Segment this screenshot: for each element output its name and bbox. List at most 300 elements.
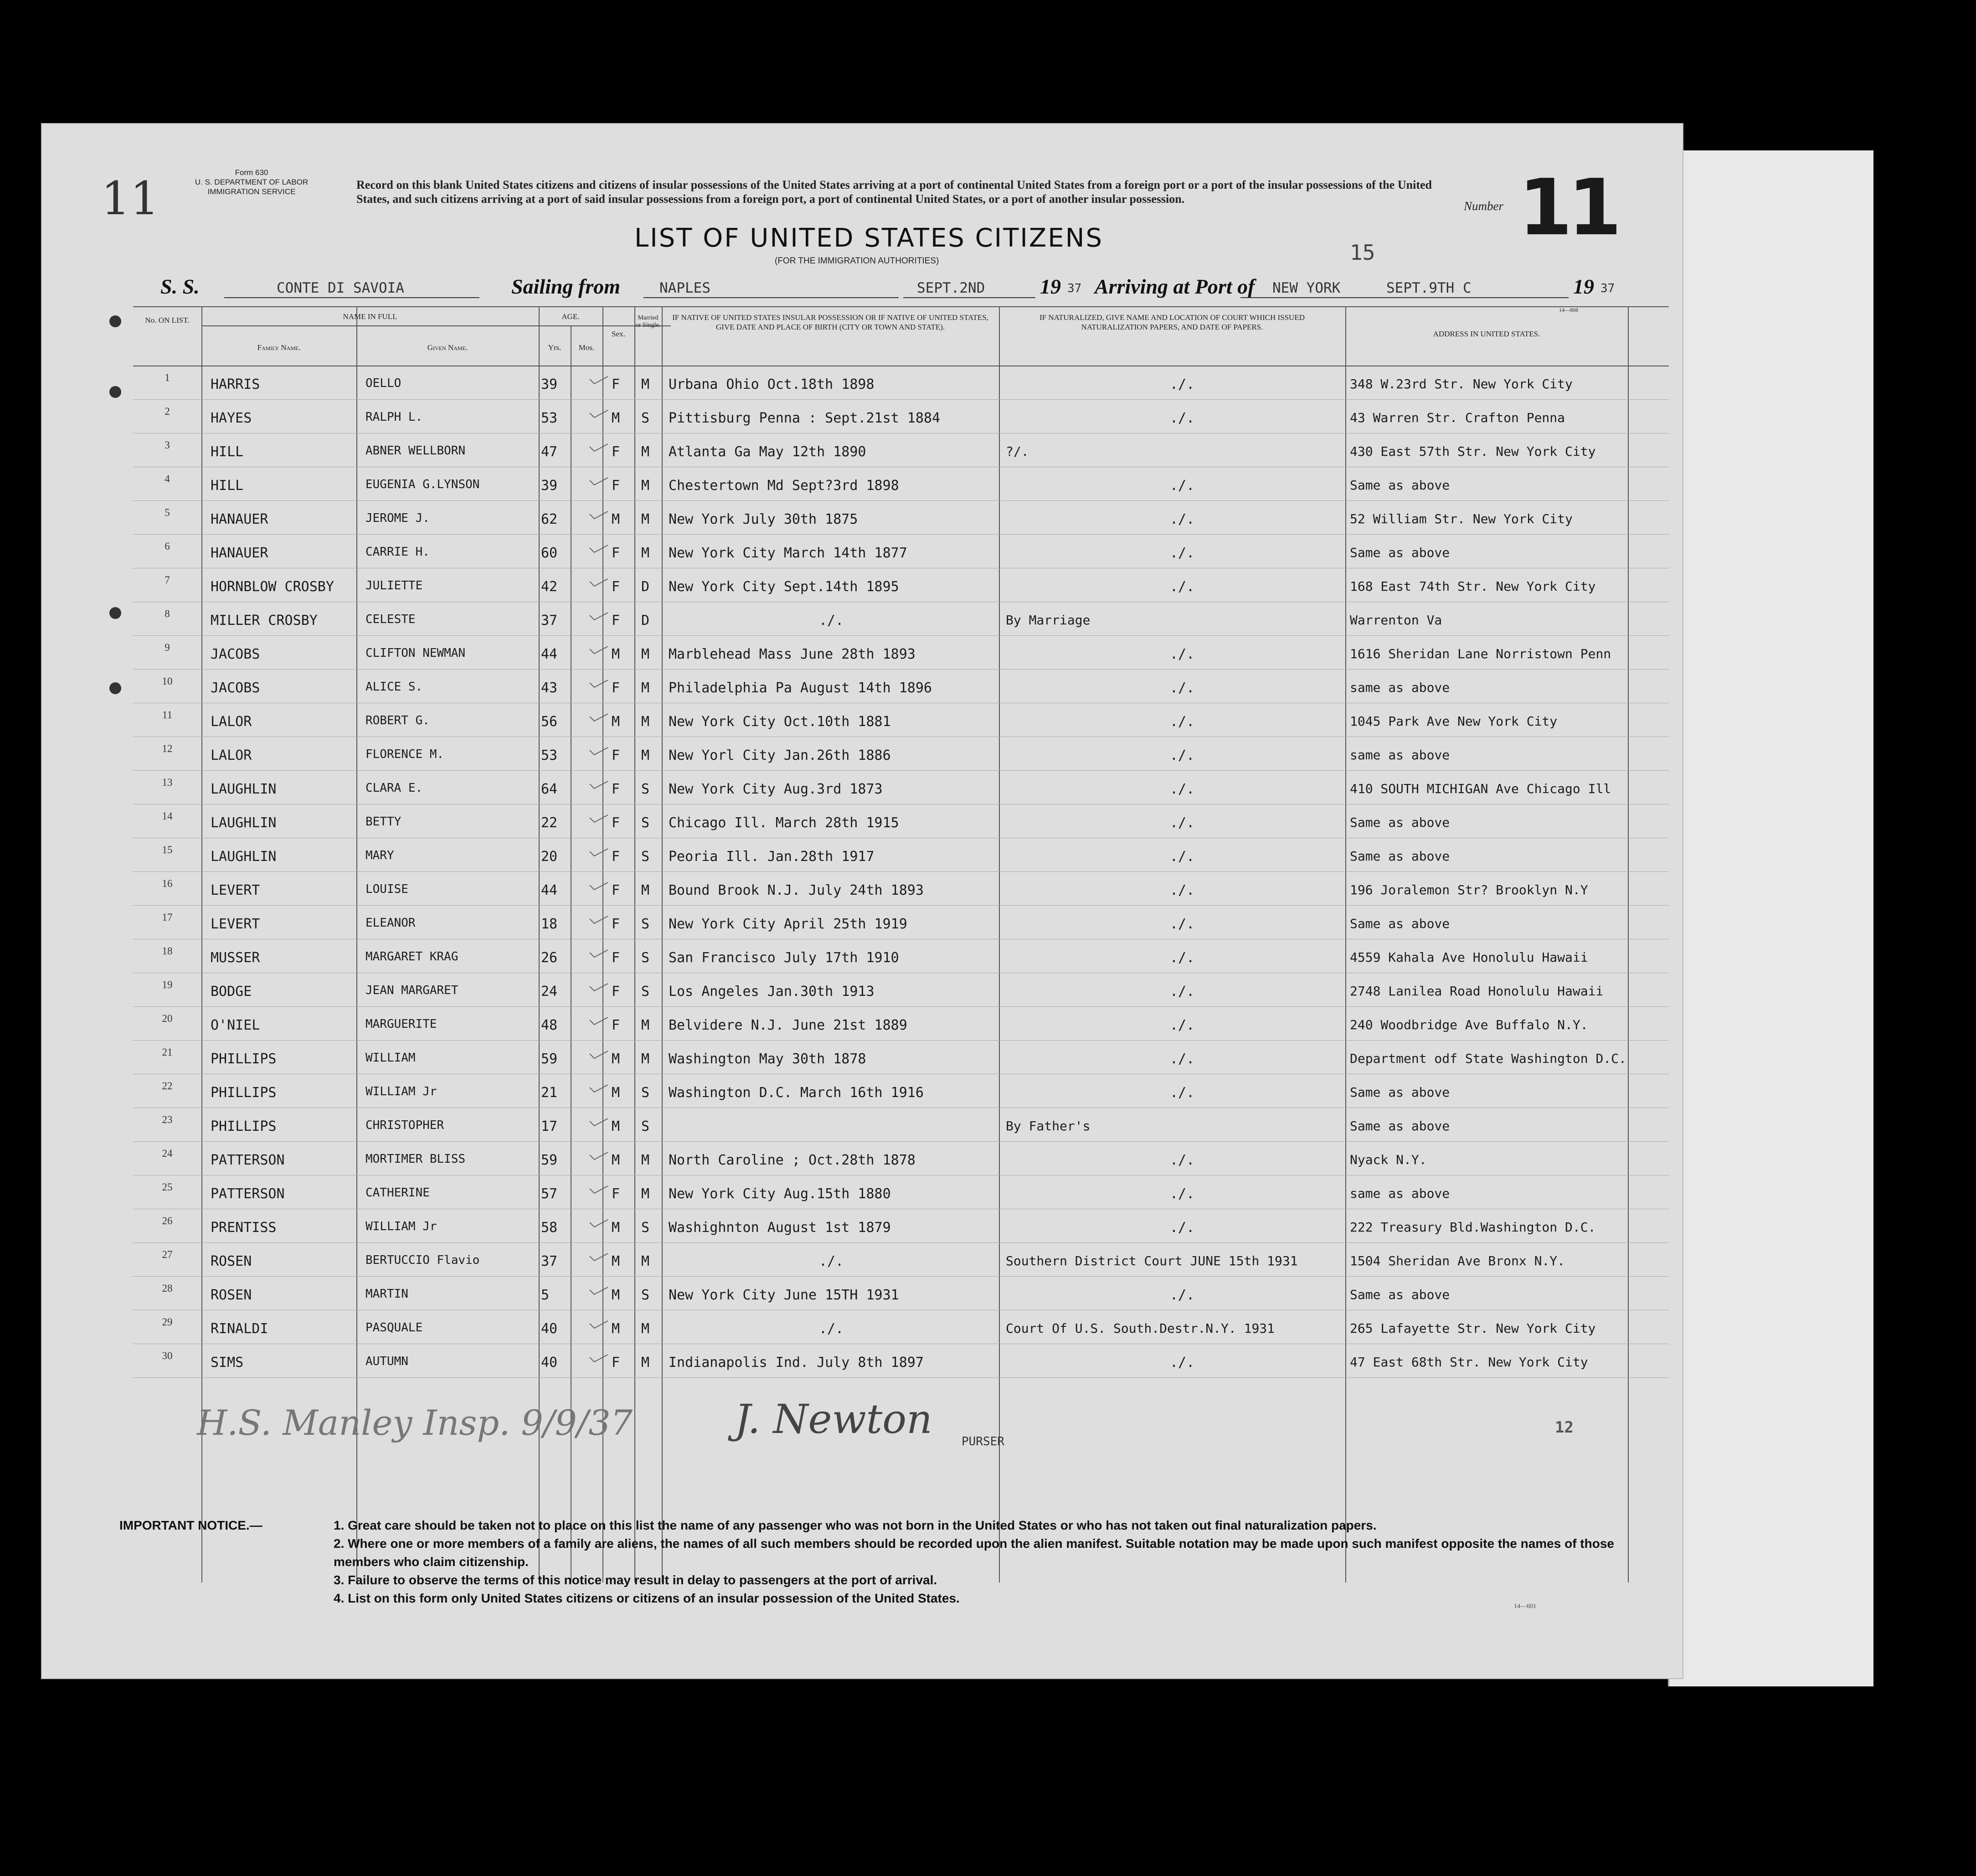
family-name: BODGE <box>211 984 252 1000</box>
address: Same as above <box>1350 1118 1450 1134</box>
birth-place-date: Los Angeles Jan.30th 1913 <box>669 984 875 1000</box>
row-number: 8 <box>165 608 170 619</box>
row-rule <box>133 635 1669 636</box>
family-name: HARRIS <box>211 376 260 392</box>
checkmark-icon <box>589 376 609 385</box>
age-years: 53 <box>541 410 558 426</box>
given-name: MARTIN <box>365 1287 408 1301</box>
marital-status: D <box>641 613 650 629</box>
row-rule <box>133 669 1669 670</box>
sex: M <box>612 1118 620 1134</box>
sex: M <box>612 1051 620 1067</box>
checkmark-icon <box>589 679 609 688</box>
checkmark-icon <box>589 612 609 621</box>
row-number: 24 <box>162 1148 173 1159</box>
year-label-sailing: 19 <box>1040 275 1061 298</box>
binding-hole <box>109 386 121 398</box>
row-number: 7 <box>165 574 170 586</box>
header-yrs: Yrs. <box>548 343 561 352</box>
notice-item: 3. Failure to observe the terms of this notice may result in delay to passengers at the port of arrival. <box>334 1573 937 1587</box>
marital-status: S <box>641 849 650 865</box>
printer-code: 14—808 <box>1559 307 1578 313</box>
birth-place-date: Belvidere N.J. June 21st 1889 <box>669 1017 907 1033</box>
page-count: 12 <box>1555 1418 1574 1437</box>
naturalization: By Father's <box>1006 1118 1091 1134</box>
voyage-line <box>42 274 1683 306</box>
naturalization: ./. <box>1170 984 1195 1000</box>
age-years: 40 <box>541 1355 558 1371</box>
marital-status: M <box>641 376 650 392</box>
birth-place-date: New York City Oct.10th 1881 <box>669 714 891 730</box>
given-name: JEAN MARGARET <box>365 984 458 997</box>
age-years: 53 <box>541 747 558 763</box>
address: Same as above <box>1350 916 1450 931</box>
family-name: ROSEN <box>211 1253 252 1269</box>
marital-status: M <box>641 714 650 730</box>
given-name: LOUISE <box>365 882 408 896</box>
row-number: 2 <box>165 406 170 417</box>
checkmark-icon <box>589 443 609 452</box>
row-number: 30 <box>162 1350 173 1361</box>
row-number: 14 <box>162 810 173 822</box>
naturalization: ./. <box>1170 950 1195 966</box>
marital-status: S <box>641 410 650 426</box>
age-years: 37 <box>541 613 558 629</box>
naturalization: ./. <box>1170 1220 1195 1236</box>
checkmark-icon <box>589 747 609 756</box>
address: 4559 Kahala Ave Honolulu Hawaii <box>1350 950 1588 965</box>
age-years: 39 <box>541 376 558 392</box>
manifest-page <box>41 123 1683 1679</box>
sex: F <box>612 849 620 865</box>
address: Same as above <box>1350 849 1450 864</box>
given-name: WILLIAM Jr <box>365 1085 437 1098</box>
sex: F <box>612 882 620 898</box>
address: Same as above <box>1350 1287 1450 1302</box>
family-name: ROSEN <box>211 1287 252 1303</box>
family-name: HILL <box>211 444 244 460</box>
header-sex: Sex. <box>612 330 625 338</box>
birth-place-date: New Yorl City Jan.26th 1886 <box>669 747 891 763</box>
age-years: 48 <box>541 1017 558 1033</box>
sex: M <box>612 1220 620 1236</box>
given-name: BERTUCCIO Flavio <box>365 1253 480 1267</box>
naturalization: ./. <box>1170 882 1195 898</box>
marital-status: M <box>641 1051 650 1067</box>
age-years: 47 <box>541 444 558 460</box>
sailing-port: NAPLES <box>659 280 710 296</box>
address: 430 East 57th Str. New York City <box>1350 444 1596 459</box>
given-name: BETTY <box>365 815 401 829</box>
naturalization: ./. <box>1170 815 1195 831</box>
marital-status: M <box>641 545 650 561</box>
address: 1504 Sheridan Ave Bronx N.Y. <box>1350 1253 1565 1268</box>
birth-place-date: Philadelphia Pa August 14th 1896 <box>669 680 932 696</box>
marital-status: S <box>641 916 650 932</box>
sex: M <box>612 511 620 527</box>
sex: F <box>612 680 620 696</box>
given-name: AUTUMN <box>365 1355 408 1368</box>
family-name: LAUGHLIN <box>211 815 277 831</box>
row-rule <box>133 399 1669 400</box>
address: same as above <box>1350 680 1450 695</box>
checkmark-icon <box>589 510 609 520</box>
sex: F <box>612 1017 620 1033</box>
notice-item: 4. List on this form only United States citizens or citizens of an insular possession of the United States. <box>334 1591 960 1605</box>
checkmark-icon <box>589 1286 609 1295</box>
given-name: MARY <box>365 849 394 862</box>
birth-place-date: Marblehead Mass June 28th 1893 <box>669 646 916 662</box>
row-number: 4 <box>165 473 170 484</box>
birth-place-date: New York City Aug.15th 1880 <box>669 1186 891 1202</box>
naturalization: ./. <box>1170 1287 1195 1303</box>
row-number: 22 <box>162 1080 173 1092</box>
purser-signature: J. Newton <box>735 1396 932 1443</box>
row-rule <box>133 1006 1669 1007</box>
sex: M <box>612 646 620 662</box>
birth-place-date: Washington D.C. March 16th 1916 <box>669 1085 924 1101</box>
naturalization: ./. <box>1170 511 1195 527</box>
row-number: 28 <box>162 1283 173 1294</box>
age-years: 22 <box>541 815 558 831</box>
birth-place-date: New York City April 25th 1919 <box>669 916 907 932</box>
given-name: ROBERT G. <box>365 714 430 727</box>
sailing-year: 37 <box>1067 282 1082 295</box>
arrival-year: 37 <box>1600 282 1615 295</box>
checkmark-icon <box>589 814 609 823</box>
checkmark-icon <box>589 713 609 722</box>
address: 1616 Sheridan Lane Norristown Penn <box>1350 646 1611 661</box>
handwritten-mark: 11 <box>101 172 160 225</box>
address: 52 William Str. New York City <box>1350 511 1573 526</box>
naturalization: By Marriage <box>1006 613 1091 628</box>
birth-place-date: Bound Brook N.J. July 24th 1893 <box>669 882 924 898</box>
address: Nyack N.Y. <box>1350 1152 1427 1167</box>
row-rule <box>133 871 1669 872</box>
sex: F <box>612 1186 620 1202</box>
header-birth-place: IF NATIVE OF UNITED STATES INSULAR POSSESSION OR IF NATIVE OF UNITED STATES, GIVE DATE AND PLACE OF BIRTH (CITY OR TOWN AND STATE). <box>672 313 988 331</box>
list-number: 11 <box>1518 163 1617 253</box>
age-years: 60 <box>541 545 558 561</box>
form-instructions: Record on this blank United States citizens and citizens of insular possessions of the United States arriving at a port of continental United States from a foreign port or a port of the insular possessions of the United States, and such citizens arriving at a port of said insular possessions from a foreign port, a port of continental United States, or a port of another insular possession. <box>356 178 1432 206</box>
row-number: 1 <box>165 372 170 383</box>
birth-place-date: ./. <box>819 613 844 629</box>
family-name: LEVERT <box>211 916 260 932</box>
checkmark-icon <box>589 1320 609 1329</box>
sailing-date: SEPT.2ND <box>917 280 985 296</box>
age-years: 62 <box>541 511 558 527</box>
given-name: JEROME J. <box>365 511 430 525</box>
birth-place-date: North Caroline ; Oct.28th 1878 <box>669 1152 916 1168</box>
age-years: 5 <box>541 1287 550 1303</box>
sex: F <box>612 478 620 494</box>
birth-place-date: Indianapolis Ind. July 8th 1897 <box>669 1355 924 1371</box>
sex: F <box>612 1355 620 1371</box>
address: Same as above <box>1350 545 1450 560</box>
marital-status: M <box>641 646 650 662</box>
family-name: JACOBS <box>211 646 260 662</box>
sex: F <box>612 444 620 460</box>
header-naturalization: IF NATURALIZED, GIVE NAME AND LOCATION OF COURT WHICH ISSUED NATURALIZATION PAPERS, AND DATE OF PAPERS. <box>1039 313 1305 331</box>
notice-item: 1. Great care should be taken not to place on this list the name of any passenger who was not born in the United States or who has not taken out final naturalization papers. <box>334 1518 1377 1532</box>
department-name: U. S. DEPARTMENT OF LABOR <box>195 178 309 186</box>
naturalization: ./. <box>1170 1085 1195 1101</box>
family-name: MILLER CROSBY <box>211 613 318 629</box>
row-number: 16 <box>162 878 173 889</box>
family-name: HILL <box>211 478 244 494</box>
age-years: 18 <box>541 916 558 932</box>
family-name: LAUGHLIN <box>211 849 277 865</box>
naturalization: ./. <box>1170 1152 1195 1168</box>
checkmark-icon <box>589 645 609 655</box>
row-number: 5 <box>165 507 170 518</box>
sex: M <box>612 1152 620 1168</box>
birth-place-date: Washington May 30th 1878 <box>669 1051 866 1067</box>
family-name: HAYES <box>211 410 252 426</box>
given-name: CATHERINE <box>365 1186 430 1200</box>
row-rule <box>133 534 1669 535</box>
family-name: PHILLIPS <box>211 1085 277 1101</box>
given-name: ALICE S. <box>365 680 423 694</box>
naturalization: ./. <box>1170 1355 1195 1371</box>
given-name: FLORENCE M. <box>365 747 444 761</box>
marital-status: S <box>641 1085 650 1101</box>
sex: M <box>612 1287 620 1303</box>
sex: M <box>612 1253 620 1269</box>
naturalization: ./. <box>1170 1186 1195 1202</box>
marital-status: S <box>641 781 650 797</box>
binding-hole <box>109 607 121 619</box>
family-name: PHILLIPS <box>211 1118 277 1134</box>
checkmark-icon <box>589 949 609 958</box>
given-name: WILLIAM Jr <box>365 1220 437 1233</box>
marital-status: D <box>641 579 650 595</box>
checkmark-icon <box>589 544 609 553</box>
address: same as above <box>1350 747 1450 763</box>
birth-place-date: Atlanta Ga May 12th 1890 <box>669 444 866 460</box>
marital-status: M <box>641 680 650 696</box>
birth-place-date: Washighnton August 1st 1879 <box>669 1220 891 1236</box>
given-name: ABNER WELLBORN <box>365 444 466 458</box>
notice-item: 2. Where one or more members of a family are aliens, the names of all such members should be recorded upon the alien manifest. Suitable notation may be made upon such manifest opposite the names of those members who claim citizenship. <box>334 1536 1614 1569</box>
given-name: OELLO <box>365 376 401 390</box>
age-years: 43 <box>541 680 558 696</box>
sex: F <box>612 984 620 1000</box>
marital-status: M <box>641 747 650 763</box>
arrival-date: SEPT.9TH C <box>1386 280 1472 296</box>
sex: F <box>612 950 620 966</box>
birth-place-date: ./. <box>819 1253 844 1269</box>
family-name: LAUGHLIN <box>211 781 277 797</box>
birth-place-date: ./. <box>819 1321 844 1337</box>
address: 47 East 68th Str. New York City <box>1350 1355 1588 1370</box>
given-name: CLIFTON NEWMAN <box>365 646 466 660</box>
family-name: PRENTISS <box>211 1220 277 1236</box>
header-mos: Mos. <box>578 343 595 352</box>
row-number: 29 <box>162 1316 173 1328</box>
given-name: MARGARET KRAG <box>365 950 458 964</box>
naturalization: ./. <box>1170 849 1195 865</box>
marital-status: M <box>641 1253 650 1269</box>
row-number: 26 <box>162 1215 173 1227</box>
sex: M <box>612 1085 620 1101</box>
row-rule <box>133 1242 1669 1243</box>
row-number: 3 <box>165 439 170 451</box>
marital-status: M <box>641 1017 650 1033</box>
sex: F <box>612 916 620 932</box>
family-name: HANAUER <box>211 511 268 527</box>
checkmark-icon <box>589 1050 609 1059</box>
header-name-in-full: NAME IN FULL <box>343 312 397 321</box>
family-name: JACOBS <box>211 680 260 696</box>
checkmark-icon <box>589 477 609 486</box>
birth-place-date: New York City Aug.3rd 1873 <box>669 781 883 797</box>
birth-place-date: Chestertown Md Sept?3rd 1898 <box>669 478 899 494</box>
address: 2748 Lanilea Road Honolulu Hawaii <box>1350 984 1604 999</box>
birth-place-date: New York July 30th 1875 <box>669 511 858 527</box>
sex: M <box>612 1321 620 1337</box>
age-years: 39 <box>541 478 558 494</box>
notice-code: 14—601 <box>1514 1603 1536 1610</box>
birth-place-date: Urbana Ohio Oct.18th 1898 <box>669 376 875 392</box>
naturalization: ./. <box>1170 376 1195 392</box>
marital-status: M <box>641 511 650 527</box>
sex: M <box>612 410 620 426</box>
year-label-arrival: 19 <box>1573 275 1594 298</box>
family-name: RINALDI <box>211 1321 268 1337</box>
age-years: 57 <box>541 1186 558 1202</box>
naturalization: ./. <box>1170 1051 1195 1067</box>
marital-status: M <box>641 1152 650 1168</box>
sex: F <box>612 747 620 763</box>
ss-label: S. S. <box>160 275 200 298</box>
address: 43 Warren Str. Crafton Penna <box>1350 410 1565 425</box>
naturalization: ./. <box>1170 916 1195 932</box>
address: 265 Lafayette Str. New York City <box>1350 1321 1596 1336</box>
given-name: PASQUALE <box>365 1321 423 1335</box>
naturalization: ./. <box>1170 781 1195 797</box>
notice-lead: IMPORTANT NOTICE.— <box>119 1518 262 1532</box>
checkmark-icon <box>589 881 609 891</box>
given-name: CARRIE H. <box>365 545 430 559</box>
address: 1045 Park Ave New York City <box>1350 714 1558 729</box>
age-years: 56 <box>541 714 558 730</box>
row-rule <box>133 1377 1669 1378</box>
binding-hole <box>109 682 121 694</box>
naturalization: ./. <box>1170 680 1195 696</box>
service-name: IMMIGRATION SERVICE <box>207 187 296 196</box>
form-number: Form 630 <box>235 168 268 177</box>
checkmark-icon <box>589 578 609 587</box>
form-identifier <box>147 168 356 196</box>
header-family-name: Family Name. <box>257 343 301 352</box>
page-subtitle: (FOR THE IMMIGRATION AUTHORITIES) <box>775 256 939 266</box>
row-number: 10 <box>162 675 173 687</box>
family-name: PHILLIPS <box>211 1051 277 1067</box>
age-years: 58 <box>541 1220 558 1236</box>
header-married-single: Married or Single. <box>635 314 661 329</box>
checkmark-icon <box>589 848 609 857</box>
given-name: WILLIAM <box>365 1051 416 1065</box>
checkmark-icon <box>589 1354 609 1363</box>
sailing-from-label: Sailing from <box>511 275 621 298</box>
family-name: LALOR <box>211 747 252 763</box>
naturalization: ./. <box>1170 478 1195 494</box>
address: Same as above <box>1350 1085 1450 1100</box>
sex: F <box>612 545 620 561</box>
birth-place-date: New York City June 15TH 1931 <box>669 1287 899 1303</box>
family-name: O'NIEL <box>211 1017 260 1033</box>
age-years: 26 <box>541 950 558 966</box>
marital-status: M <box>641 444 650 460</box>
age-years: 37 <box>541 1253 558 1269</box>
row-number: 13 <box>162 777 173 788</box>
checkmark-icon <box>589 409 609 418</box>
naturalization: ./. <box>1170 646 1195 662</box>
checkmark-icon <box>589 1219 609 1228</box>
checkmark-icon <box>589 1118 609 1127</box>
sex: F <box>612 815 620 831</box>
marital-status: M <box>641 882 650 898</box>
marital-status: S <box>641 984 650 1000</box>
checkmark-icon <box>589 1185 609 1194</box>
sex: F <box>612 579 620 595</box>
marital-status: M <box>641 1321 650 1337</box>
checkmark-icon <box>589 983 609 992</box>
family-name: LALOR <box>211 714 252 730</box>
row-number: 15 <box>162 844 173 856</box>
given-name: CELESTE <box>365 613 416 626</box>
row-rule <box>133 500 1669 501</box>
address: Same as above <box>1350 815 1450 830</box>
header-address: ADDRESS IN UNITED STATES. <box>1433 330 1540 338</box>
marital-status: S <box>641 1220 650 1236</box>
age-years: 24 <box>541 984 558 1000</box>
checkmark-icon <box>589 1016 609 1026</box>
given-name: MARGUERITE <box>365 1017 437 1031</box>
age-years: 40 <box>541 1321 558 1337</box>
purser-label: PURSER <box>962 1435 1004 1448</box>
address: 348 W.23rd Str. New York City <box>1350 376 1573 392</box>
row-number: 27 <box>162 1249 173 1260</box>
birth-place-date: New York City Sept.14th 1895 <box>669 579 899 595</box>
birth-place-date: Pittisburg Penna : Sept.21st 1884 <box>669 410 941 426</box>
naturalization: ./. <box>1170 410 1195 426</box>
inspector-signature: H.S. Manley Insp. 9/9/37 <box>197 1402 633 1443</box>
age-years: 21 <box>541 1085 558 1101</box>
checkmark-icon <box>589 1252 609 1262</box>
age-years: 17 <box>541 1118 558 1134</box>
row-number: 21 <box>162 1046 173 1058</box>
address: Department odf State Washington D.C. <box>1350 1051 1626 1066</box>
family-name: PATTERSON <box>211 1186 285 1202</box>
row-number: 17 <box>162 912 173 923</box>
family-name: PATTERSON <box>211 1152 285 1168</box>
row-rule <box>133 905 1669 906</box>
number-label: Number <box>1464 199 1503 213</box>
checkmark-icon <box>589 915 609 924</box>
sex: F <box>612 781 620 797</box>
row-rule <box>133 1141 1669 1142</box>
marital-status: S <box>641 815 650 831</box>
naturalization: ./. <box>1170 545 1195 561</box>
naturalization: Southern District Court JUNE 15th 1931 <box>1006 1253 1298 1268</box>
address: 168 East 74th Str. New York City <box>1350 579 1596 594</box>
given-name: MORTIMER BLISS <box>365 1152 466 1166</box>
marital-status: S <box>641 1118 650 1134</box>
age-years: 59 <box>541 1051 558 1067</box>
underlying-sheet <box>1668 150 1873 1686</box>
